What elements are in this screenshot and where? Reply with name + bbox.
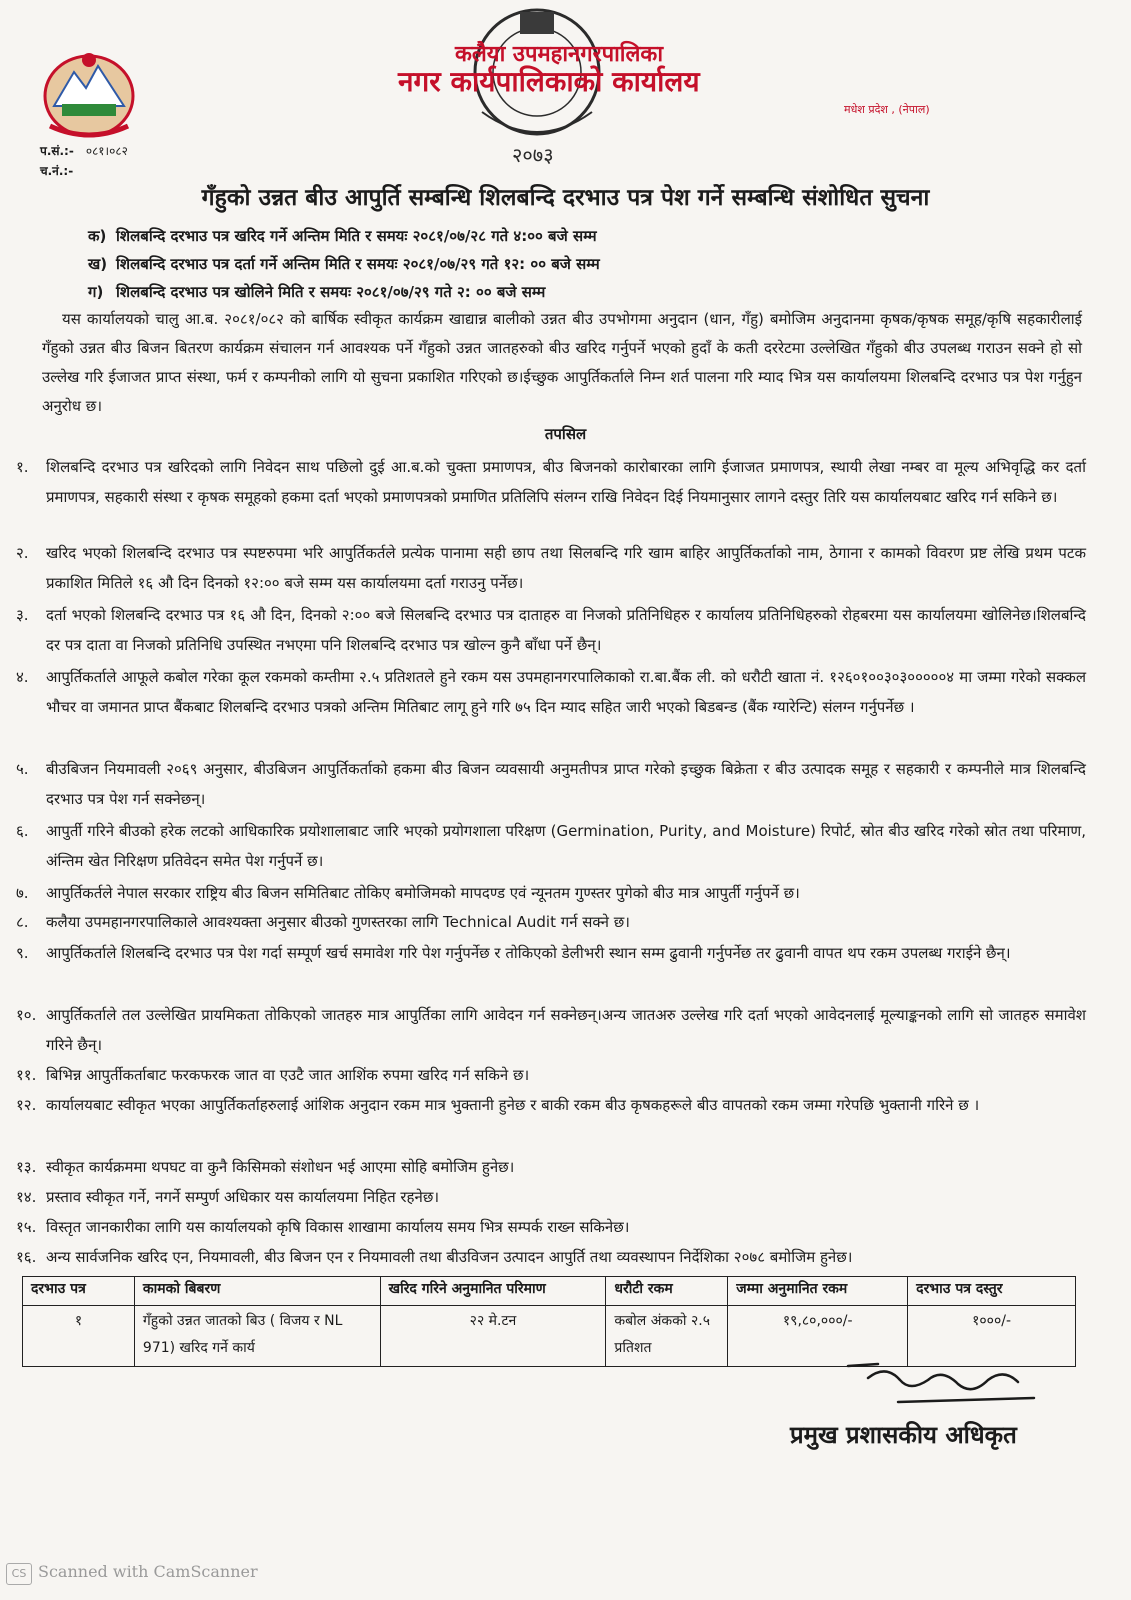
table-cell: गँहुको उन्नत जातको बिउ ( विजय र NL 971) खरिद गर्ने कार्य <box>134 1306 380 1367</box>
schedule-item: क) शिलबन्दि दरभाउ पत्र खरिद गर्ने अन्तिम मिति र समयः २०८१/०७/२८ गते ४:०० बजे सम्म <box>88 227 597 245</box>
deadline-schedule <box>88 222 600 306</box>
camscanner-logo-icon: CS <box>6 1563 32 1585</box>
table-cell: १ <box>23 1306 135 1367</box>
condition-item: ४. आपुर्तिकर्ताले आफूले कबोल गरेका कूल रकमको कम्तीमा २.५ प्रतिशतले हुने रकम यस उपमहानगरपालिकाको रा.बा.बैंक ली. को धरौटी खाता नं. १२६०१००३०३०००००४ मा जम्मा गरेको सक्कल भौचर वा जमानत प्राप्त बैंकबाट शिलबन्दि दरभाउ पत्रको अन्तिम मितिबाट लागू हुने गरि ७५ दिन म्याद सहित जारी भएको बिडबन्ड (बैंक ग्यारेन्टि) संलग्न गर्नुपर्नेछ । <box>16 668 1086 716</box>
bid-table <box>22 1276 1076 1367</box>
nepal-emblem-icon <box>40 48 138 140</box>
condition-item: १५. विस्तृत जानकारीका लागि यस कार्यालयको कृषि विकास शाखामा कार्यालय समय भित्र सम्पर्क राख्न सकिनेछ। <box>16 1218 630 1236</box>
condition-item: १६. अन्य सार्वजनिक खरिद एन, नियमावली, बीउ बिजन एन र नियमावली तथा बीउविजन उत्पादन आपुर्ति तथा व्यवस्थापन निर्देशिका २०७८ बमोजिम हुनेछ। <box>16 1248 853 1266</box>
column-header: धरौटी रकम <box>606 1277 728 1306</box>
condition-item: १४. प्रस्ताव स्वीकृत गर्ने, नगर्ने सम्पुर्ण अधिकार यस कार्यालयमा निहित रहनेछ। <box>16 1188 440 1206</box>
column-header: खरिद गरिने अनुमानित परिमाण <box>380 1277 606 1306</box>
condition-item: ७. आपुर्तिकर्तले नेपाल सरकार राष्ट्रिय बीउ बिजन समितिबाट तोकिए बमोजिमको मापदण्ड एवं न्यूनतम गुण्स्तर पुगेको बीउ मात्र आपुर्ती गर्नुपर्ने छ। <box>16 884 800 902</box>
table-cell: १९,८०,०००/- <box>728 1306 908 1367</box>
condition-item: ९. आपुर्तिकर्ताले शिलबन्दि दरभाउ पत्र पेश गर्दा सम्पूर्ण खर्च समावेश गरि पेश गर्नुपर्नेछ र तोकिएको डेलीभरी स्थान सम्म ढुवानी गर्नुपर्नेछ तर ढुवानी वापत थप रकम उपलब्ध गराईने छैन्। <box>16 944 1011 962</box>
condition-item: ११. बिभिन्न आपुर्तीकर्ताबाट फरकफरक जात वा एउटै जात आशिंक रुपमा खरिद गर्न सकिने छ। <box>16 1066 530 1084</box>
condition-item: ५. बीउबिजन नियमावली २०६९ अनुसार, बीउबिजन आपुर्तिकर्ताको हकमा बीउ बिजन व्यवसायी अनुमतीपत्र प्राप्त गरेको इच्छुक बिक्रेता र बीउ उत्पादक समूह र सहकारी र कम्पनीले मात्र शिलबन्दि दरभाउ पत्र पेश गर्न सक्नेछन्। <box>16 760 1086 808</box>
table-cell: १०००/- <box>908 1306 1076 1367</box>
handwritten-signature <box>838 1358 1038 1414</box>
table-cell: कबोल अंकको २.५ प्रतिशत <box>606 1306 728 1367</box>
condition-item: ८. कलैया उपमहानगरपालिकाले आवश्यक्ता अनुसार बीउको गुणस्तरका लागि Technical Audit गर्न सक्ने छ। <box>16 913 630 931</box>
dispatch-label: च.नं.:- <box>40 164 74 178</box>
watermark-text: Scanned with CamScanner <box>38 1562 258 1581</box>
scanner-watermark <box>6 1562 258 1585</box>
table-header-row <box>23 1277 1076 1306</box>
province-label: मधेश प्रदेश , (नेपाल) <box>844 103 930 116</box>
details-heading: तपसिल <box>544 425 587 443</box>
table-cell: २२ मे.टन <box>380 1306 606 1367</box>
svg-text:२०७३: २०७३ <box>512 143 554 167</box>
reference-value: ०८१।०८२ <box>85 144 128 158</box>
column-header: दरभाउ पत्र <box>23 1277 135 1306</box>
condition-item: ६. आपुर्ती गरिने बीउको हरेक लटको आधिकारिक प्रयोशालाबाट जारि भएको प्रयोगशाला परिक्षण (Germination, Purity, and Moisture) रिपोर्ट, स्रोत बीउ खरिद गरेको स्रोत तथा परिमाण, अंन्तिम खेत निरिक्षण प्रतिवेदन समेत पेश गर्नुपर्ने छ। <box>16 822 1086 870</box>
column-header: कामको बिबरण <box>134 1277 380 1306</box>
schedule-item: ग) शिलबन्दि दरभाउ पत्र खोलिने मिति र समयः २०८१/०७/२९ गते २: ०० बजे सम्म <box>88 283 546 301</box>
reference-label: प.सं.:- <box>40 144 74 158</box>
condition-item: १२. कार्यालयबाट स्वीकृत भएका आपुर्तिकर्ताहरुलाई आंशिक अनुदान रकम मात्र भुक्तानी हुनेछ र बाकी रकम बीउ कृषकहरूले बीउ वापतको रकम जम्मा गरेपछि भुक्तानी गरिने छ । <box>16 1096 980 1114</box>
intro-paragraph: यस कार्यालयको चालु आ.ब. २०८१/०८२ को बार्षिक स्वीकृत कार्यक्रम खाद्यान्न बालीको उन्नत बीउ उपभोगमा अनुदान (धान, गँहु) बमोजिम अनुदानमा कृषक/कृषक समूह/कृषि सहकारीलाई गँहुको उन्नत बीउ बिजन बितरण कार्यक्रम संचालन गर्न आवश्यक पर्ने गँहुको उन्नत जातहरुको बीउ खरिद गर्नुपर्ने भएको हुदाँ के कती दररेटमा उल्लेखित गँहुको बीउ उपलब्ध गराउन सक्ने हो सो उल्लेख गरि ईजाजत प्राप्त संस्था, फर्म र कम्पनीको लागि यो सुचना प्रकाशित गरिएको छ।ईच्छुक आपुर्तिकर्ताले निम्न शर्त पालना गरि म्याद भित्र यस कार्यालयमा शिलबन्दि दरभाउ पत्र पेश गर्नुहुन अनुरोध छ। <box>42 310 1082 415</box>
condition-item: २. खरिद भएको शिलबन्दि दरभाउ पत्र स्पष्टरुपमा भरि आपुर्तिकर्तले प्रत्येक पानामा सही छाप तथा सिलबन्दि गरि खाम बाहिर आपुर्तिकर्ताको नाम, ठेगाना र कामको विवरण प्रष्ट लेखि प्रथम पटक प्रकाशित मितिले १६ औ दिन दिनको १२:०० बजे सम्म यस कार्यालयमा दर्ता गराउनु पर्नेछ। <box>16 544 1086 592</box>
office-name: कलैया उपमहानगरपालिका <box>455 42 664 67</box>
signatory-title: प्रमुख प्रशासकीय अधिकृत <box>790 1421 1017 1449</box>
office-title: नगर कार्यपालिकाको कार्यालय <box>398 65 700 98</box>
notice-title: गँहुको उन्नत बीउ आपुर्ति सम्बन्धि शिलबन्दि दरभाउ पत्र पेश गर्ने सम्बन्धि संशोधित सुचना <box>201 185 930 211</box>
dispatch-number <box>40 162 82 179</box>
column-header: दरभाउ पत्र दस्तुर <box>908 1277 1076 1306</box>
condition-item: ३. दर्ता भएको शिलबन्दि दरभाउ पत्र १६ औ दिन, दिनको २:०० बजे सिलबन्दि दरभाउ पत्र दाताहरु वा निजको प्रतिनिधिहरु र कार्यालय प्रतिनिधिहरुको रोहबरमा यस कार्यालयमा खोलिनेछ।शिलबन्दि दर पत्र दाता वा निजको प्रतिनिधि उपस्थित नभएमा पनि शिलबन्दि दरभाउ पत्र खोल्न कुनै बाँधा पर्ने छैन्। <box>16 606 1086 654</box>
schedule-item: ख) शिलबन्दि दरभाउ पत्र दर्ता गर्ने अन्तिम मिति र समयः २०८१/०७/२९ गते १२: ०० बजे सम्म <box>88 255 600 273</box>
condition-item: १. शिलबन्दि दरभाउ पत्र खरिदको लागि निवेदन साथ पछिलो दुई आ.ब.को चुक्ता प्रमाणपत्र, बीउ बिजनको कारोबारका लागि ईजाजत प्रमाणपत्र, स्थायी लेखा नम्बर वा मूल्य अभिवृद्धि कर दर्ता प्रमाणपत्र, सहकारी संस्था र कृषक समूहको हकमा दर्ता भएको प्रमाणपत्रको प्रमाणित प्रतिलिपि संलग्न राखि निवेदन दिई नियमानुसार लागने दस्तुर तिरि यस कार्यालयबाट खरिद गर्न सकिने छ। <box>16 458 1086 506</box>
condition-item: १०. आपुर्तिकर्ताले तल उल्लेखित प्रायमिकता तोकिएको जातहरु मात्र आपुर्तिका लागि आवेदन गर्न सक्नेछन्।अन्य जातअरु उल्लेख गरि दर्ता भएको आवेदनलाई मूल्याङ्कनको लागि सो जातहरु समावेश गरिने छैन्। <box>16 1006 1086 1054</box>
column-header: जम्मा अनुमानित रकम <box>728 1277 908 1306</box>
reference-number <box>40 142 128 159</box>
condition-item: १३. स्वीकृत कार्यक्रममा थपघट वा कुनै किसिमको संशोधन भई आएमा सोहि बमोजिम हुनेछ। <box>16 1158 515 1176</box>
